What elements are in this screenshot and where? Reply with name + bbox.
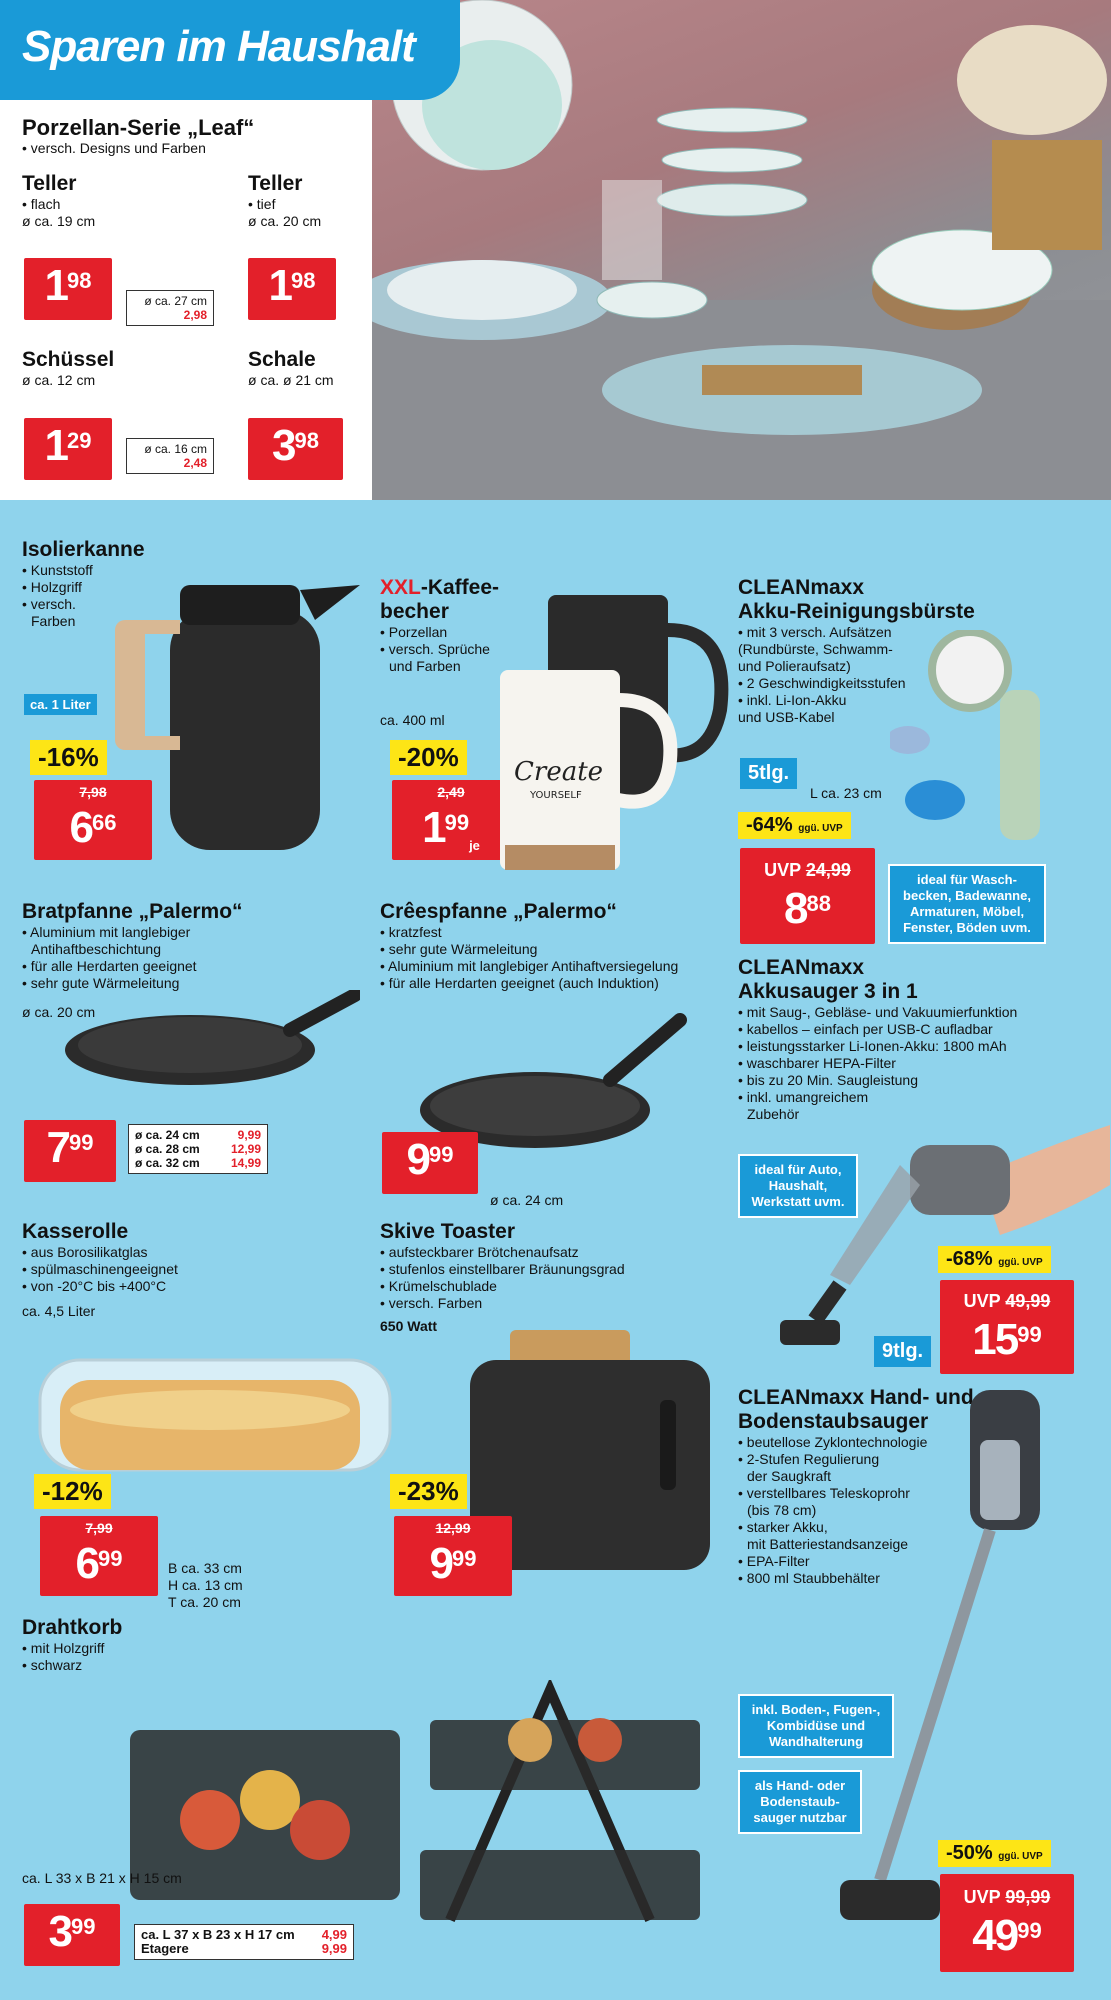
handsauger-discount: [938, 1840, 1051, 1867]
brush-discount: [738, 812, 851, 839]
bullet: • spülmaschinengeeignet: [22, 1261, 178, 1277]
handsauger-info-2: als Hand- oder Bodenstaub- sauger nutzbar: [738, 1770, 862, 1834]
bullet: • versch. Farben: [380, 1295, 483, 1311]
header-band: [0, 0, 460, 100]
bullet: und Farben: [389, 658, 461, 674]
bullet: • aufsteckbarer Brötchenaufsatz: [380, 1244, 579, 1260]
kaffeebecher: [380, 576, 499, 675]
price-cents: 66: [92, 810, 117, 835]
discount-value: -68%: [946, 1248, 993, 1270]
handsauger-title: CLEANmaxx Hand- und: [738, 1386, 974, 1409]
price-cents: 99: [1017, 1917, 1042, 1943]
etagere-row-2: [141, 1942, 347, 1956]
porcelain-photo: [372, 0, 1111, 512]
price-cents: 99: [98, 1546, 123, 1571]
schale-price: [248, 418, 343, 480]
old-price: 12,99: [435, 1520, 471, 1536]
uvp-label: UVP: [963, 1290, 1001, 1311]
teller-flach-size: ø ca. 19 cm: [22, 213, 96, 229]
teller-tief-name: Teller: [248, 172, 303, 195]
kasserolle-price: [40, 1516, 158, 1596]
isolierkanne-title: Isolierkanne: [22, 538, 145, 561]
uvp-value: 49,99: [1005, 1290, 1051, 1311]
drahtkorb-price: [24, 1904, 120, 1966]
old-price: 2,49: [437, 784, 465, 800]
drahtkorb: [22, 1616, 122, 1674]
akkusauger-title: CLEANmaxx: [738, 956, 865, 979]
price-cents: 88: [806, 890, 831, 916]
isolierkanne-volume: ca. 1 Liter: [24, 694, 97, 715]
kasserolle-title: Kasserolle: [22, 1220, 129, 1243]
crepespfanne: [380, 900, 678, 992]
akkusauger-discount: [938, 1246, 1051, 1273]
handsauger-info-1: inkl. Boden-, Fugen-, Kombidüse und Wandhalterung: [738, 1694, 894, 1758]
size: ø ca. 32 cm: [135, 1156, 200, 1170]
bullet: • sehr gute Wärmeleitung: [22, 975, 180, 991]
alt-size: ø ca. 16 cm: [144, 442, 207, 456]
bullet: mit Batteriestandsanzeige: [747, 1536, 909, 1552]
teller-flach-price: [24, 258, 112, 320]
akkusauger-price: [940, 1280, 1074, 1374]
price-cents: 99: [452, 1546, 477, 1571]
size: ø ca. 28 cm: [135, 1142, 200, 1156]
size-price: 12,99: [230, 1142, 261, 1156]
crepespfanne-size: ø ca. 24 cm: [490, 1192, 564, 1208]
teller-tief: [248, 172, 321, 230]
teller-flach-bullet: • flach: [22, 196, 61, 212]
schale-name: Schale: [248, 348, 316, 371]
bullet: (bis 78 cm): [747, 1502, 817, 1518]
teller-flach-name: Teller: [22, 172, 77, 195]
brush-pieces: 5tlg.: [740, 758, 797, 789]
bullet: • kabellos – einfach per USB-C aufladbar: [738, 1021, 993, 1037]
price-cents: 99: [71, 1914, 96, 1939]
schuessel-alt: [126, 438, 214, 474]
etagere-row-1: [141, 1928, 347, 1942]
uvp-label: UVP: [963, 1886, 1001, 1907]
kasserolle: [22, 1220, 178, 1320]
bullet: Zubehör: [747, 1106, 800, 1122]
toaster-watt: 650 Watt: [380, 1318, 438, 1334]
price-main: 9: [429, 1539, 452, 1588]
dim: H ca. 13 cm: [168, 1577, 243, 1593]
bullet: • EPA-Filter: [738, 1553, 810, 1569]
etagere-box: [134, 1924, 354, 1960]
bullet: Antihaftbeschichtung: [31, 941, 161, 957]
price-main: 6: [69, 803, 92, 852]
teller-tief-price: [248, 258, 336, 320]
old-price: 7,99: [85, 1520, 113, 1536]
isolierkanne-discount: -16%: [30, 740, 107, 775]
price-cents: 99: [1017, 1321, 1042, 1347]
stick-vacuum-illustration: [840, 1380, 1090, 1960]
bullet: • 2 Geschwindigkeitsstufen: [738, 675, 906, 691]
price-main: 3: [48, 1907, 71, 1956]
kaffeebecher-discount: -20%: [390, 740, 467, 775]
drahtkorb-title: Drahtkorb: [22, 1616, 123, 1639]
kasserolle-dims: [168, 1560, 243, 1611]
size-row: [135, 1128, 261, 1142]
etagere-price: 9,99: [321, 1941, 347, 1956]
price-unit: je: [469, 838, 480, 853]
bullet: • Kunststoff: [22, 562, 93, 578]
size: ø ca. 24 cm: [135, 1128, 200, 1142]
bratpfanne-size: ø ca. 20 cm: [22, 1004, 96, 1020]
size-row: [135, 1142, 261, 1156]
kaffeebecher-title-2: becher: [380, 600, 449, 623]
brush-price: [740, 848, 875, 944]
price-main: 6: [75, 1539, 98, 1588]
leaf-header: [22, 116, 254, 157]
alt-price: 2,98: [183, 308, 207, 322]
alt-size: ø ca. 27 cm: [144, 294, 207, 308]
price-main: 1: [44, 261, 67, 310]
page-title: Sparen im Haushalt: [22, 22, 415, 71]
leaf-title: Porzellan-Serie „Leaf“: [22, 115, 255, 140]
bullet: (Rundbürste, Schwamm-: [738, 641, 893, 657]
price-cents: 98: [291, 268, 316, 293]
price-cents: 99: [429, 1142, 454, 1167]
discount-note: ggü. UVP: [998, 1257, 1043, 1268]
mug-text: Create: [514, 757, 604, 787]
bullet: • stufenlos einstellbarer Bräunungsgrad: [380, 1261, 625, 1277]
bullet: und USB-Kabel: [738, 709, 835, 725]
etagere-old: 4,99: [321, 1927, 347, 1942]
price-main: 3: [272, 421, 295, 470]
bratpfanne-price: [24, 1120, 116, 1182]
schuessel-price: [24, 418, 112, 480]
leaf-subtitle: • versch. Designs und Farben: [22, 140, 206, 156]
mugs-illustration: [500, 590, 730, 880]
bullet: • von -20°C bis +400°C: [22, 1278, 167, 1294]
akkusauger-pieces: 9tlg.: [874, 1336, 931, 1367]
kaffeebecher-title: -Kaffee-: [420, 576, 500, 599]
bullet: • waschbarer HEPA-Filter: [738, 1055, 896, 1071]
price-cents: 29: [67, 428, 92, 453]
uvp-value: 99,99: [1005, 1886, 1051, 1907]
size-row: [135, 1156, 261, 1170]
toaster-price: [394, 1516, 512, 1596]
schuessel-name: Schüssel: [22, 348, 115, 371]
bullet: • inkl. Li-Ion-Akku: [738, 692, 847, 708]
toaster-discount: -23%: [390, 1474, 467, 1509]
bullet: • bis zu 20 Min. Saugleistung: [738, 1072, 919, 1088]
bullet: • Aluminium mit langlebiger Antihaftversiegelung: [380, 958, 679, 974]
size-price: 14,99: [230, 1156, 261, 1170]
teller-tief-size: ø ca. 20 cm: [248, 213, 322, 229]
kasserolle-volume: ca. 4,5 Liter: [22, 1303, 96, 1319]
price-cents: 99: [69, 1130, 94, 1155]
bullet: • Krümelschublade: [380, 1278, 497, 1294]
price-main: 1: [44, 421, 67, 470]
brush-title: CLEANmaxx: [738, 576, 865, 599]
bullet: • Porzellan: [380, 624, 448, 640]
price-cents: 99: [444, 810, 470, 835]
toaster: [380, 1220, 625, 1335]
wire-baskets-illustration: [120, 1680, 720, 1940]
discount-note: ggü. UVP: [798, 823, 843, 834]
bullet: • mit Holzgriff: [22, 1640, 105, 1656]
schuessel-size: ø ca. 12 cm: [22, 372, 96, 388]
bullet: und Polieraufsatz): [738, 658, 851, 674]
drahtkorb-dims: ca. L 33 x B 21 x H 15 cm: [22, 1870, 182, 1886]
bullet: • mit 3 versch. Aufsätzen: [738, 624, 892, 640]
bullet: • mit Saug-, Gebläse- und Vakuumierfunktion: [738, 1004, 1018, 1020]
discount-note: ggü. UVP: [998, 1851, 1043, 1862]
schale-size: ø ca. ø 21 cm: [248, 372, 334, 388]
teller-tief-bullet: • tief: [248, 196, 276, 212]
akkusauger-info: ideal für Auto, Haushalt, Werkstatt uvm.: [738, 1154, 858, 1218]
uvp-label: UVP: [764, 859, 801, 880]
schuessel: [22, 348, 114, 389]
brush-illustration: [890, 630, 1080, 850]
price-cents: 98: [67, 268, 92, 293]
bullet: Farben: [31, 613, 76, 629]
bullet: • beutellose Zyklontechnologie: [738, 1434, 928, 1450]
teller-flach: [22, 172, 95, 230]
bullet: • 800 ml Staubbehälter: [738, 1570, 880, 1586]
price-main: 8: [784, 883, 807, 933]
bullet: • für alle Herdarten geeignet (auch Induktion): [380, 975, 659, 991]
handsauger-price: [940, 1874, 1074, 1972]
dim: T ca. 20 cm: [168, 1594, 241, 1610]
price-main: 49: [972, 1910, 1018, 1960]
crepespfanne-title: Crêespfanne „Palermo“: [380, 900, 617, 923]
brush-info: ideal für Wasch- becken, Badewanne, Armaturen, Möbel, Fenster, Böden uvm.: [888, 864, 1046, 944]
size-price: 9,99: [237, 1128, 261, 1142]
bratpfanne-sizes: [128, 1124, 268, 1174]
price-main: 1: [268, 261, 291, 310]
bullet: • Holzgriff: [22, 579, 82, 595]
brush-length: L ca. 23 cm: [810, 785, 882, 801]
price-main: 9: [406, 1135, 429, 1184]
akkusauger-title-2: Akkusauger 3 in 1: [738, 980, 918, 1003]
thermos-jug-illustration: [110, 560, 360, 860]
crepespfanne-price: [382, 1132, 478, 1194]
discount-value: -64%: [746, 814, 793, 836]
bullet: • aus Borosilikatglas: [22, 1244, 148, 1260]
bratpfanne-title: Bratpfanne „Palermo“: [22, 900, 243, 923]
bullet: • schwarz: [22, 1657, 83, 1673]
xxl-label: XXL: [380, 576, 421, 599]
price-cents: 98: [294, 428, 319, 453]
kasserolle-discount: -12%: [34, 1474, 111, 1509]
bullet: • starker Akku,: [738, 1519, 828, 1535]
bullet: • leistungsstarker Li-Ionen-Akku: 1800 mAh: [738, 1038, 1007, 1054]
bullet: der Saugkraft: [747, 1468, 832, 1484]
bullet: • versch.: [22, 596, 76, 612]
kaffeebecher-volume: ca. 400 ml: [380, 712, 445, 728]
alt-price: 2,48: [183, 456, 207, 470]
bullet: • verstellbares Teleskoprohr: [738, 1485, 910, 1501]
kaffeebecher-price: [392, 780, 510, 860]
price-main: 1: [422, 803, 445, 852]
bullet: • inkl. umangreichem: [738, 1089, 869, 1105]
uvp-value: 24,99: [805, 859, 851, 880]
porcelain-illustration: [372, 0, 1111, 512]
handsauger-title-2: Bodenstaubsauger: [738, 1410, 929, 1433]
etagere-name: Etagere: [141, 1941, 189, 1956]
bullet: • 2-Stufen Regulierung: [738, 1451, 880, 1467]
price-main: 15: [972, 1314, 1018, 1364]
akkusauger: [738, 956, 1017, 1123]
price-main: 7: [46, 1123, 69, 1172]
frying-pan-illustration: [60, 990, 360, 1110]
bullet: • sehr gute Wärmeleitung: [380, 941, 538, 957]
dim: B ca. 33 cm: [168, 1560, 242, 1576]
etagere-dims: ca. L 37 x B 23 x H 17 cm: [141, 1927, 295, 1942]
mug-text-2: YOURSELF: [530, 790, 582, 801]
bullet: • für alle Herdarten geeignet: [22, 958, 197, 974]
discount-value: -50%: [946, 1842, 993, 1864]
brush-title-2: Akku-Reinigungsbürste: [738, 600, 975, 623]
bullet: • versch. Sprüche: [380, 641, 490, 657]
bullet: • kratzfest: [380, 924, 442, 940]
schale: [248, 348, 334, 389]
toaster-title: Skive Toaster: [380, 1220, 516, 1243]
bullet: • Aluminium mit langlebiger: [22, 924, 191, 940]
old-price: 7,98: [79, 784, 107, 800]
teller-flach-alt: [126, 290, 214, 326]
